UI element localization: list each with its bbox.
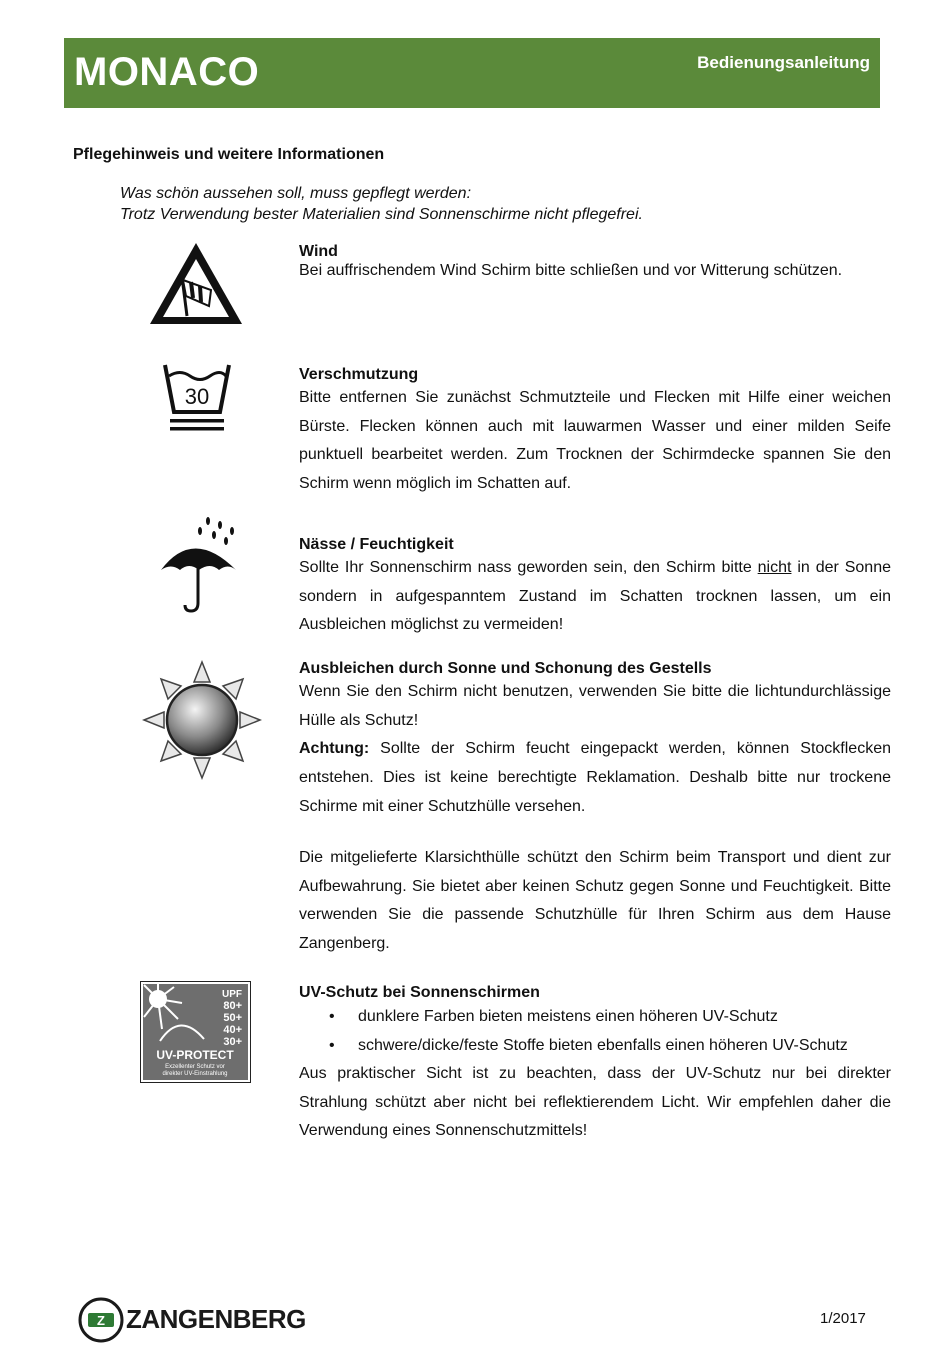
svg-text:Z: Z: [97, 1313, 105, 1328]
dirt-text: Bitte entfernen Sie zunächst Schmutzteile und Flecken mit Hilfe einer weichen Bürste. Flecken können auch mit lauwarmen Wasser und einer milden Seife punktuell bearbeitet werden. Zum Trocknen der Schirmdecke spannen Sie den Schirm wenn möglich im Schatten auf.: [299, 389, 891, 493]
svg-text:Exzellenter Schutz vor: Exzellenter Schutz vor: [165, 1064, 225, 1070]
sun-heading: Ausbleichen durch Sonne und Schonung des Gestells: [299, 660, 712, 677]
intro-line-2: Trotz Verwendung bester Materialien sind Sonnenschirme nicht pflegefrei.: [120, 206, 643, 223]
section-title: Pflegehinweis und weitere Informationen: [73, 146, 385, 163]
wet-text: Sollte Ihr Sonnenschirm nass geworden sein, den Schirm bitte nicht in der Sonne sondern in aufgespanntem Zustand im Schatten trocknen lassen, um ein Ausbleichen möglichst zu vermeiden!: [299, 559, 891, 634]
list-item: • schwere/dicke/feste Stoffe bieten ebenfalls einen höheren UV-Schutz: [299, 1031, 891, 1060]
dirt-heading: Verschmutzung: [299, 366, 419, 383]
svg-text:UV-PROTECT: UV-PROTECT: [156, 1048, 234, 1062]
uv-text: Aus praktischer Sicht ist zu beachten, dass der UV-Schutz nur bei direkter Strahlung schützt aber nicht bei reflektierendem Licht. Wir empfehlen daher die Verwendung eines Sonnenschutzmittels!: [299, 1065, 891, 1140]
uv-bullet-list: [299, 1002, 891, 1060]
sun-text-1: Wenn Sie den Schirm nicht benutzen, verwenden Sie bitte die lichtundurchlässige Hülle als Schutz!: [299, 683, 891, 729]
wash-temperature: 30: [184, 384, 210, 409]
page-date: 1/2017: [820, 1310, 866, 1327]
wet-section: [299, 535, 891, 640]
wash-30-icon: [160, 362, 234, 436]
uv-section: [299, 983, 891, 1146]
cover-section: [299, 844, 891, 959]
document-title: MONACO: [74, 50, 260, 94]
cover-text: Die mitgelieferte Klarsichthülle schützt den Schirm beim Transport und dient zur Aufbewahrung. Sie bietet aber keinen Schutz gegen Sonne und Feuchtigkeit. Bitte verwenden Sie die passende Schutzhülle für Ihren Schirm aus dem Hause Zangenberg.: [299, 849, 891, 953]
sun-section: [299, 659, 891, 822]
uv-heading: UV-Schutz bei Sonnenschirmen: [299, 984, 540, 1001]
zangenberg-logo: [78, 1296, 318, 1344]
svg-text:direkter UV-Einstrahlung: direkter UV-Einstrahlung: [162, 1071, 228, 1077]
svg-text:UPF: UPF: [222, 989, 242, 1000]
document-type: Bedienungsanleitung: [697, 53, 870, 72]
intro-text: [120, 183, 643, 225]
uv-protect-badge-icon: [140, 981, 251, 1083]
sun-text-2: Achtung: Sollte der Schirm feucht eingepackt werden, können Stockflecken entstehen. Dies ist keine berechtigte Reklamation. Deshalb bitte nur trockene Schirme mit einer Schutzhülle versehen.: [299, 740, 891, 815]
header-bar: [64, 38, 880, 108]
brand-name: ZANGENBERG: [126, 1304, 306, 1334]
wet-heading: Nässe / Feuchtigkeit: [299, 536, 454, 553]
svg-text:50+: 50+: [223, 1012, 242, 1024]
svg-text:80+: 80+: [223, 1000, 242, 1012]
underlined-emphasis: nicht: [757, 559, 792, 576]
list-item: • dunklere Farben bieten meistens einen höheren UV-Schutz: [299, 1002, 891, 1031]
wind-section: [299, 242, 891, 281]
wind-text: Bei auffrischendem Wind Schirm bitte schließen und vor Witterung schützen.: [299, 262, 843, 279]
svg-text:30+: 30+: [223, 1036, 242, 1048]
sun-icon: [142, 660, 262, 780]
warning-label: Achtung:: [299, 740, 370, 758]
zangenberg-emblem-icon: [78, 1296, 124, 1344]
wind-warning-icon: [147, 240, 245, 328]
intro-line-1: Was schön aussehen soll, muss gepflegt werden:: [120, 185, 472, 202]
umbrella-rain-icon: [158, 515, 240, 615]
wind-heading: Wind: [299, 243, 338, 260]
svg-text:40+: 40+: [223, 1024, 242, 1036]
dirt-section: [299, 365, 891, 499]
